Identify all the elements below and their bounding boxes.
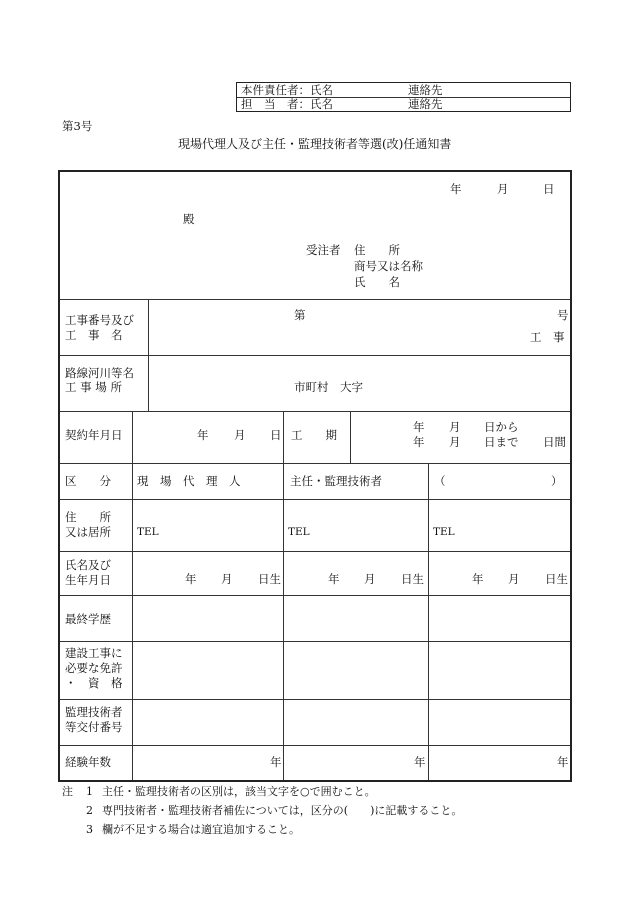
- note-1-number: 1: [86, 785, 93, 798]
- project-go-label: 号: [557, 308, 569, 322]
- license-label-line2: 必要な免許: [65, 661, 123, 675]
- person-in-charge-label: 担 当 者：氏名: [241, 97, 333, 111]
- birth-label-line1: 氏名及び: [65, 558, 111, 572]
- period-from-month: 月: [449, 420, 461, 434]
- divider: [60, 595, 570, 596]
- contract-year-label: 年: [197, 428, 209, 442]
- divider: [350, 411, 351, 463]
- birth-year-2: 年: [328, 572, 340, 586]
- birth-year-3: 年: [472, 572, 484, 586]
- date-day-label: 日: [543, 182, 555, 196]
- responsible-person-label: 本件責任者：氏名: [241, 83, 333, 97]
- birth-year-1: 年: [185, 572, 197, 586]
- chief-engineer-label: 主任・監理技術者: [290, 474, 382, 488]
- divider: [132, 411, 133, 780]
- note-3-number: 3: [86, 823, 93, 836]
- note-2-text: 専門技術者・監理技術者補佐については，区分の( )に記載すること。: [102, 804, 463, 817]
- project-dai-label: 第: [294, 308, 306, 322]
- city-label: 市町村 大字: [294, 380, 363, 394]
- category-paren-open: （: [434, 474, 446, 488]
- date-month-label: 月: [497, 182, 509, 196]
- experience-unit-2: 年: [414, 755, 426, 769]
- residence-label-line1: 住 所: [65, 510, 111, 524]
- period-to-day: 日まで: [484, 435, 519, 449]
- note-2-number: 2: [86, 804, 93, 817]
- divider: [60, 411, 570, 412]
- period-to-year: 年: [413, 435, 425, 449]
- divider: [60, 551, 570, 552]
- contractor-name-label: 氏 名: [354, 275, 400, 289]
- contract-date-label: 契約年月日: [65, 428, 123, 442]
- date-year-label: 年: [450, 182, 462, 196]
- birth-day-2: 日生: [401, 572, 424, 586]
- responsible-contact-label: 連絡先: [408, 83, 443, 97]
- category-paren-close: ）: [551, 474, 563, 488]
- site-agent-label: 現 場 代 理 人: [137, 474, 241, 488]
- divider: [60, 499, 570, 500]
- divider: [60, 463, 570, 464]
- cert-number-label-line2: 等交付番号: [65, 720, 123, 734]
- birth-month-2: 月: [364, 572, 376, 586]
- divider: [283, 411, 284, 780]
- divider: [60, 299, 570, 300]
- contract-day-label: 日: [270, 428, 282, 442]
- residence-label-line2: 又は居所: [65, 525, 111, 539]
- contractor-address-label: 住 所: [354, 243, 400, 257]
- divider: [60, 355, 570, 356]
- document-title: 現場代理人及び主任・監理技術者等選(改)任通知書: [178, 137, 452, 151]
- work-period-label: 工 期: [291, 428, 337, 442]
- contractor-label: 受注者: [306, 243, 341, 257]
- tel-label-3: TEL: [433, 526, 455, 538]
- project-number-label: 工事番号及び: [65, 313, 134, 327]
- tel-label-1: TEL: [137, 526, 159, 538]
- divider: [60, 745, 570, 746]
- project-koji-label: 工 事: [530, 330, 565, 344]
- note-3-text: 欄が不足する場合は適宜追加すること。: [102, 823, 300, 836]
- birth-label-line2: 生年月日: [65, 573, 111, 587]
- cert-number-label-line1: 監理技術者: [65, 705, 123, 719]
- divider: [60, 641, 570, 642]
- person-in-charge-contact-label: 連絡先: [408, 97, 443, 111]
- period-to-month: 月: [449, 435, 461, 449]
- period-from-day: 日から: [484, 420, 519, 434]
- period-from-year: 年: [413, 420, 425, 434]
- form-number: 第3号: [62, 119, 93, 133]
- addressee-honorific: 殿: [183, 212, 195, 226]
- birth-month-1: 月: [221, 572, 233, 586]
- birth-day-3: 日生: [545, 572, 568, 586]
- contract-month-label: 月: [234, 428, 246, 442]
- divider: [428, 463, 429, 780]
- experience-unit-1: 年: [270, 755, 282, 769]
- divider: [148, 299, 149, 411]
- birth-month-3: 月: [508, 572, 520, 586]
- category-label: 区 分: [65, 474, 111, 488]
- education-label: 最終学歴: [65, 612, 111, 626]
- license-label-line3: ・ 資 格: [65, 676, 123, 690]
- period-days-label: 日間: [543, 435, 566, 449]
- license-label-line1: 建設工事に: [65, 646, 123, 660]
- tel-label-2: TEL: [288, 526, 310, 538]
- project-name-label: 工 事 名: [65, 328, 123, 342]
- experience-label: 経験年数: [65, 755, 111, 769]
- notes-prefix: 注: [62, 785, 73, 798]
- birth-day-1: 日生: [258, 572, 281, 586]
- work-location-label: 工 事 場 所: [65, 380, 122, 394]
- route-name-label: 路線河川等名: [65, 366, 134, 380]
- experience-unit-3: 年: [557, 755, 569, 769]
- divider: [60, 699, 570, 700]
- note-1-text: 主任・監理技術者の区別は，該当文字を○で囲むこと。: [102, 785, 376, 798]
- contractor-company-label: 商号又は名称: [354, 259, 423, 273]
